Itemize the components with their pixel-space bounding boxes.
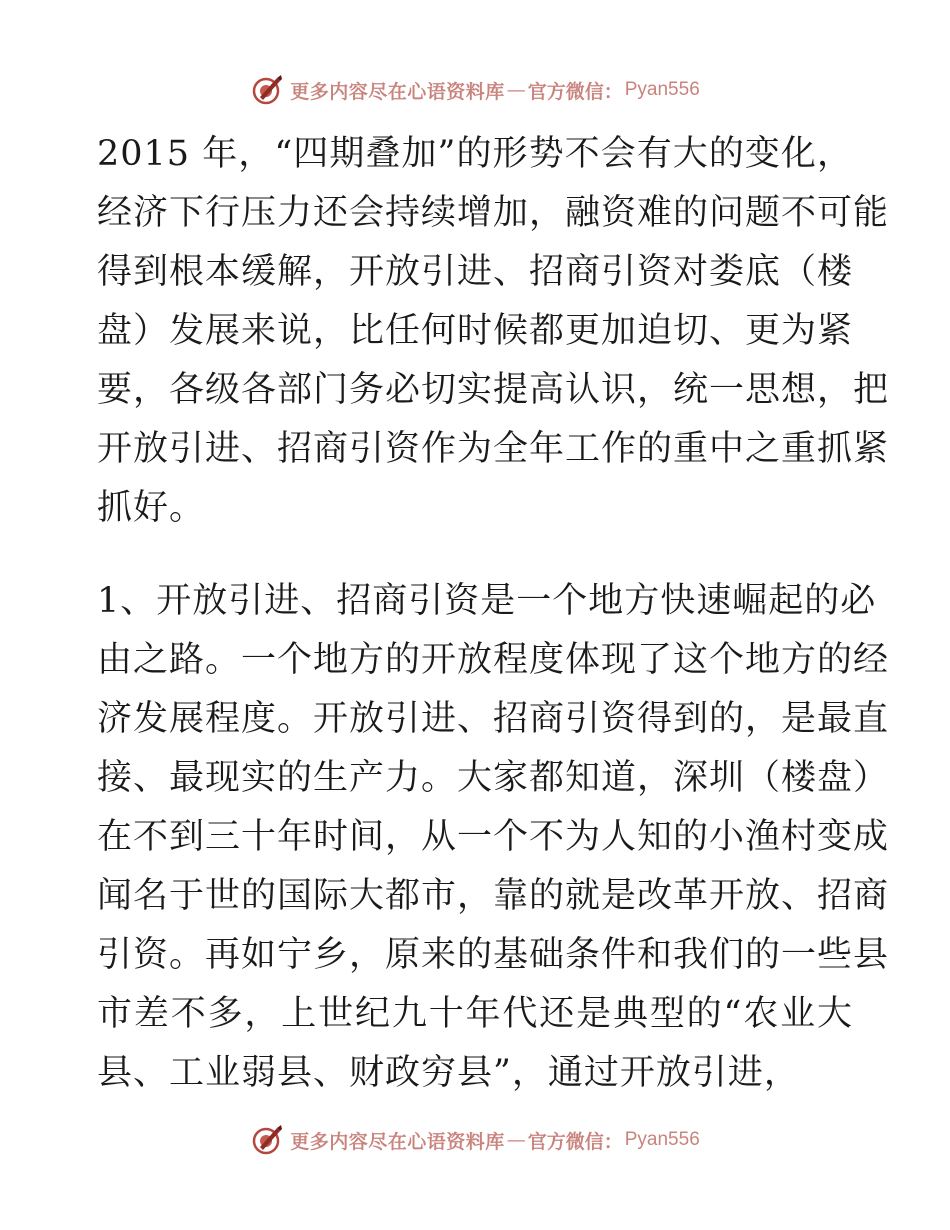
- paragraph-gap: [97, 538, 853, 572]
- document-body: [97, 125, 890, 1103]
- text-line: 2015 年，“四期叠加”的形势不会有大的变化，: [97, 134, 853, 174]
- text-line: 市差不多，上世纪九十年代还是典型的“农业大: [97, 994, 853, 1034]
- text-line: 得到根本缓解，开放引进、招商引资对娄底（楼: [97, 252, 854, 292]
- banner-site-text: 更多内容尽在心语资料库: [290, 80, 505, 103]
- quill-seal-icon: [250, 73, 284, 107]
- banner-site-text: 更多内容尽在心语资料库: [290, 1130, 505, 1153]
- text-line: 引资。再如宁乡，原来的基础条件和我们的一些县: [97, 935, 890, 975]
- text-line: 在不到三十年时间，从一个不为人知的小渔村变成: [97, 817, 890, 857]
- text-line: 县、工业弱县、财政穷县”，通过开放引进，: [97, 1053, 800, 1093]
- text-line: 开放引进、招商引资作为全年工作的重中之重抓紧: [97, 429, 890, 469]
- text-line: 济发展程度。开放引进、招商引资得到的，是最直: [97, 699, 890, 739]
- paragraph-2: [97, 572, 890, 1103]
- footer-banner: [0, 1120, 950, 1160]
- banner-wechat-id: Pyan556: [624, 79, 700, 100]
- text-line: 1、开放引进、招商引资是一个地方快速崛起的必: [97, 581, 877, 621]
- banner-wechat-label: 官方微信：: [527, 1130, 623, 1153]
- text-line: 盘）发展来说，比任何时候都更加迫切、更为紧: [97, 311, 854, 351]
- banner-wechat-label: 官方微信：: [527, 80, 623, 103]
- text-line: 闻名于世的国际大都市，靠的就是改革开放、招商: [97, 876, 890, 916]
- text-line: 经济下行压力还会持续增加，融资难的问题不可能: [97, 193, 890, 233]
- text-line: 由之路。一个地方的开放程度体现了这个地方的经: [97, 640, 890, 680]
- quill-seal-icon: [250, 1123, 284, 1157]
- header-banner: [0, 70, 950, 110]
- text-line: 接、最现实的生产力。大家都知道，深圳（楼盘）: [97, 758, 890, 798]
- text-line: 抓好。: [97, 488, 206, 528]
- banner-separator: —: [506, 79, 526, 101]
- banner-separator: —: [506, 1129, 526, 1151]
- text-line: 要，各级各部门务必切实提高认识，统一思想，把: [97, 370, 890, 410]
- paragraph-1: [97, 125, 890, 538]
- banner-wechat-id: Pyan556: [624, 1129, 700, 1150]
